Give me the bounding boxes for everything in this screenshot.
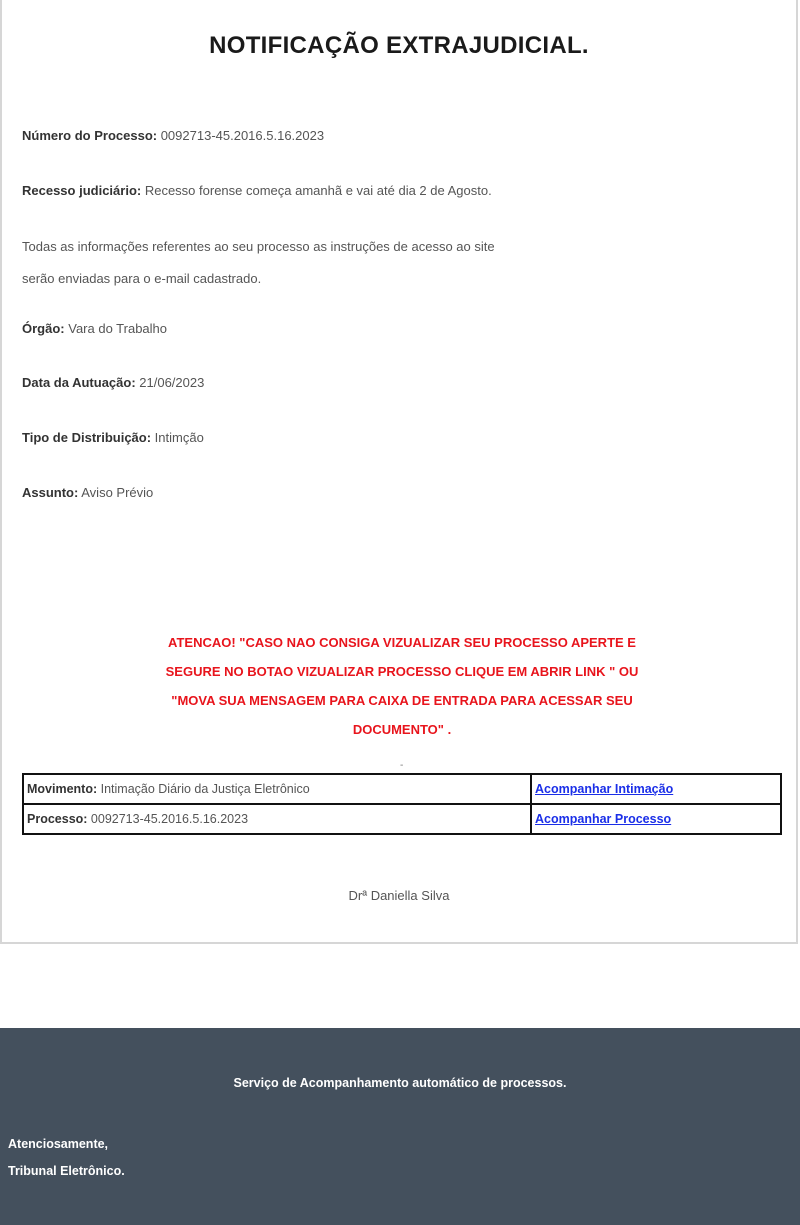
alert-line: "MOVA SUA MENSAGEM PARA CAIXA DE ENTRADA PARA ACESSAR SEU bbox=[171, 693, 633, 708]
movement-table bbox=[22, 773, 782, 835]
recess-label: Recesso judiciário: bbox=[22, 183, 142, 198]
service-text: Serviço de Acompanhamento automático de processos. bbox=[233, 1076, 567, 1090]
track-intimation-link[interactable]: Acompanhar Intimação bbox=[535, 782, 674, 796]
process-number-label: Número do Processo: bbox=[22, 128, 158, 143]
date-label: Data da Autuação: bbox=[22, 375, 136, 390]
page-title: NOTIFICAÇÃO EXTRAJUDICIAL. bbox=[209, 32, 589, 59]
link-cell bbox=[531, 804, 781, 834]
regards-text: Atenciosamente, bbox=[8, 1137, 109, 1151]
movement-label: Movimento: bbox=[27, 782, 98, 796]
movement-cell bbox=[23, 774, 531, 804]
date-value: 21/06/2023 bbox=[135, 375, 205, 390]
alert-message bbox=[62, 628, 742, 744]
distribution-value: Intimção bbox=[151, 430, 204, 445]
info-line: Todas as informações referentes ao seu processo as instruções de acesso ao site bbox=[22, 239, 495, 254]
table-row bbox=[23, 804, 781, 834]
footer bbox=[0, 1028, 800, 1225]
regards-block bbox=[8, 1131, 125, 1185]
table-row bbox=[23, 774, 781, 804]
subject-label: Assunto: bbox=[22, 485, 79, 500]
organ-label: Órgão: bbox=[22, 321, 65, 336]
info-paragraph bbox=[22, 231, 782, 295]
organ-line bbox=[22, 317, 782, 340]
recess-line bbox=[22, 179, 782, 202]
process-label: Processo: bbox=[27, 812, 88, 826]
alert-line: ATENCAO! "CASO NAO CONSIGA VIZUALIZAR SEU PROCESSO APERTE E bbox=[168, 635, 636, 650]
link-cell bbox=[531, 774, 781, 804]
process-value: 0092713-45.2016.5.16.2023 bbox=[87, 812, 249, 826]
recess-value: Recesso forense começa amanhã e vai até dia 2 de Agosto. bbox=[141, 183, 492, 198]
organ-value: Vara do Trabalho bbox=[64, 321, 168, 336]
sender-text: Tribunal Eletrônico. bbox=[8, 1164, 125, 1178]
subject-value: Aviso Prévio bbox=[78, 485, 154, 500]
track-process-link[interactable]: Acompanhar Processo bbox=[535, 812, 672, 826]
subject-line bbox=[22, 481, 782, 504]
info-line: serão enviadas para o e-mail cadastrado. bbox=[22, 271, 262, 286]
process-number-value: 0092713-45.2016.5.16.2023 bbox=[157, 128, 325, 143]
date-line bbox=[22, 371, 782, 394]
separator-mark: - bbox=[400, 760, 404, 771]
alert-line: SEGURE NO BOTAO VIZUALIZAR PROCESSO CLIQUE EM ABRIR LINK " OU bbox=[165, 664, 639, 679]
alert-line: DOCUMENTO" . bbox=[352, 722, 452, 737]
movement-value: Intimação Diário da Justiça Eletrônico bbox=[97, 782, 310, 796]
process-cell bbox=[23, 804, 531, 834]
distribution-label: Tipo de Distribuição: bbox=[22, 430, 152, 445]
distribution-line bbox=[22, 426, 782, 449]
signature: Drª Daniella Silva bbox=[348, 888, 450, 903]
process-number-line bbox=[22, 124, 782, 147]
